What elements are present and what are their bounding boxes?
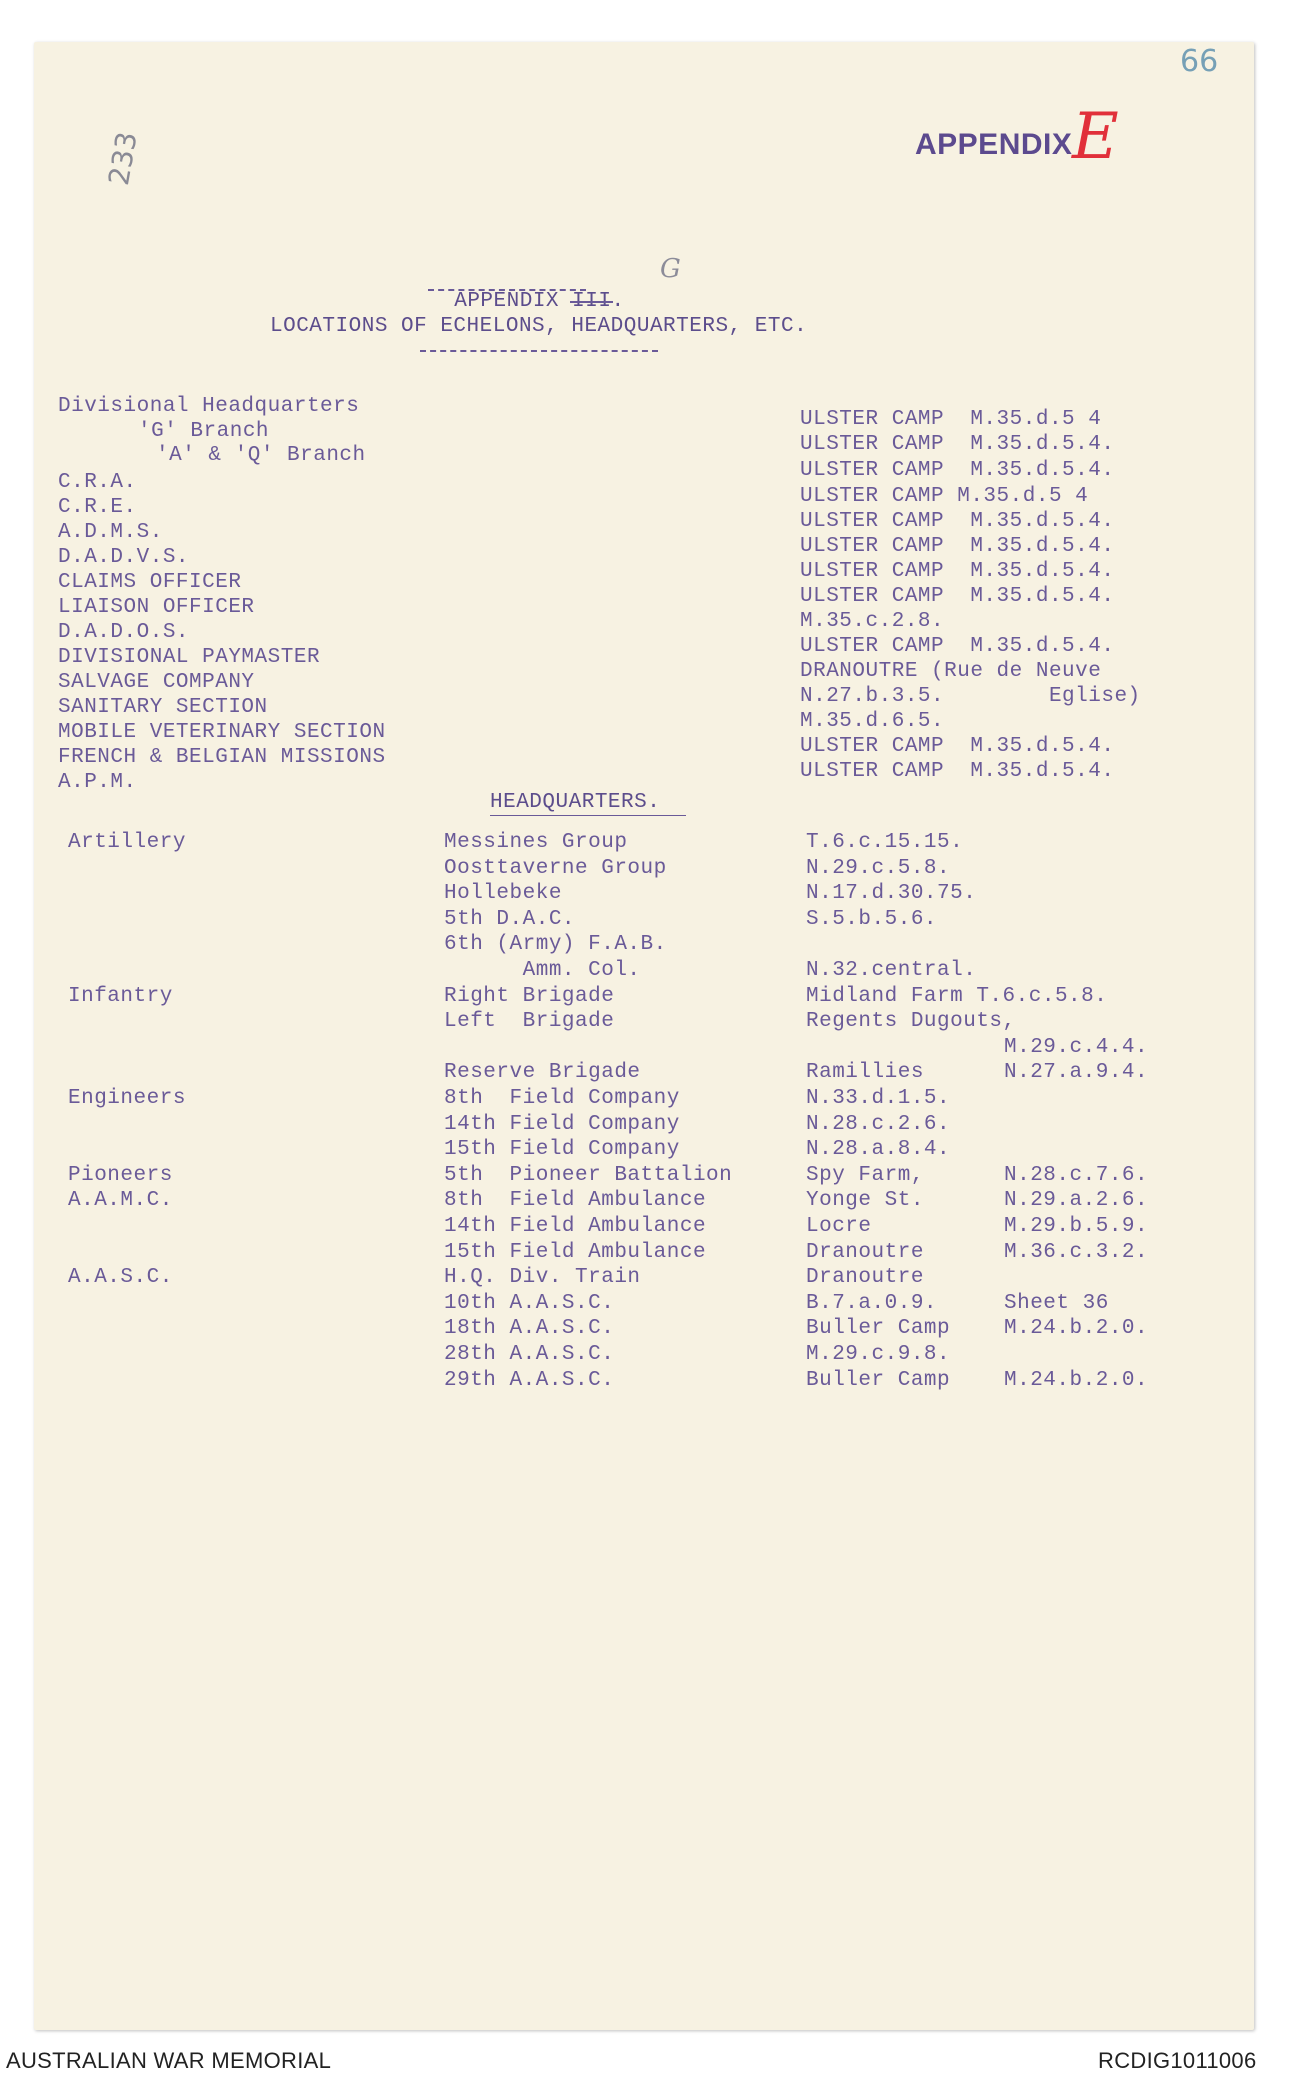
hq-row-arm: A.A.S.C. [68,1266,173,1289]
divisional-row-location: ULSTER CAMP M.35.d.5.4. [800,459,1115,482]
hq-row-arm: A.A.M.C. [68,1189,173,1212]
hq-row-location: Buller Camp [806,1369,951,1392]
divisional-row-label: SALVAGE COMPANY [58,671,255,694]
divisional-row-label: CLAIMS OFFICER [58,571,242,594]
hq-row-location: Midland Farm T.6.c.5.8. [806,985,1108,1008]
hq-row-unit: 18th A.A.S.C. [444,1317,615,1340]
pencil-folio-number: 233 [102,129,144,188]
hq-row-arm: Engineers [68,1087,186,1110]
appendix-heading-dot: . [611,290,625,313]
appendix-letter-handwritten: E [1072,100,1119,174]
hq-row-unit: Right Brigade [444,985,615,1008]
hq-row-location: N.33.d.1.5. [806,1087,951,1110]
hq-row-map-reference: N.27.a.9.4. [1004,1061,1149,1084]
hq-row-unit: Hollebeke [444,882,562,905]
hq-row-location: N.32.central. [806,959,977,982]
hq-row-location: N.28.a.8.4. [806,1138,951,1161]
appendix-heading-underline [428,289,586,291]
appendix-heading-pencil-letter: G [660,254,681,284]
hq-row-map-reference: M.24.b.2.0. [1004,1317,1149,1340]
divisional-row-location: ULSTER CAMP M.35.d.5.4. [800,585,1115,608]
hq-row-map-reference: M.24.b.2.0. [1004,1369,1149,1392]
footer-catalogue-id: RCDIG1011006 [1098,2048,1257,2073]
appendix-heading-label: APPENDIX [454,290,560,313]
hq-row-location: T.6.c.15.15. [806,831,964,854]
subtitle-rule [420,350,658,352]
stamped-folio-number: 66 [1180,44,1219,79]
divisional-row-label: A.P.M. [58,771,137,794]
footer-institution: AUSTRALIAN WAR MEMORIAL [6,2048,332,2073]
headquarters-heading-underline [490,815,686,816]
divisional-row-location: ULSTER CAMP M.35.d.5.4. [800,560,1115,583]
divisional-row-label: DIVISIONAL PAYMASTER [58,646,321,669]
divisional-row-label: D.A.D.V.S. [58,546,190,569]
hq-row-arm: Artillery [68,831,186,854]
hq-row-unit: Amm. Col. [444,959,641,982]
hq-row-location: Dranoutre [806,1241,924,1264]
divisional-row-label: A.D.M.S. [58,521,163,544]
hq-row-location: N.29.c.5.8. [806,857,951,880]
hq-row-unit: 8th Field Company [444,1087,680,1110]
hq-row-map-reference: N.29.a.2.6. [1004,1189,1149,1212]
hq-row-map-reference: M.36.c.3.2. [1004,1241,1149,1264]
hq-row-location: N.28.c.2.6. [806,1113,951,1136]
divisional-row-location: M.35.d.6.5. [800,710,945,733]
hq-row-location: S.5.b.5.6. [806,908,938,931]
hq-row-location: Yonge St. [806,1189,924,1212]
divisional-row-location: ULSTER CAMP M.35.d.5 4 [800,408,1102,431]
divisional-row-location: ULSTER CAMP M.35.d.5.4. [800,760,1115,783]
hq-row-map-reference: M.29.c.4.4. [1004,1036,1149,1059]
hq-row-unit: Left Brigade [444,1010,615,1033]
hq-row-unit: H.Q. Div. Train [444,1266,641,1289]
divisional-row-label: Divisional Headquarters [58,395,360,418]
hq-row-unit: 5th D.A.C. [444,908,576,931]
headquarters-heading: HEADQUARTERS. [490,791,661,814]
hq-row-location: N.17.d.30.75. [806,882,977,905]
hq-row-location: Locre [806,1215,872,1238]
hq-row-unit: 29th A.A.S.C. [444,1369,615,1392]
hq-row-location: M.29.c.9.8. [806,1343,951,1366]
divisional-row-location: ULSTER CAMP M.35.d.5.4. [800,535,1115,558]
hq-row-map-reference: N.28.c.7.6. [1004,1164,1149,1187]
divisional-row-label: D.A.D.O.S. [58,621,190,644]
hq-row-unit: 5th Pioneer Battalion [444,1164,733,1187]
hq-row-unit: 10th A.A.S.C. [444,1292,615,1315]
document-subtitle: LOCATIONS OF ECHELONS, HEADQUARTERS, ETC. [270,315,808,338]
hq-row-unit: 15th Field Company [444,1138,680,1161]
divisional-row-label: LIAISON OFFICER [58,596,255,619]
divisional-row-label: C.R.E. [58,496,137,519]
divisional-row-label: 'A' & 'Q' Branch [156,444,366,467]
hq-row-unit: Oosttaverne Group [444,857,667,880]
divisional-row-location: ULSTER CAMP M.35.d.5 4 [800,485,1089,508]
divisional-row-label: SANITARY SECTION [58,696,268,719]
hq-row-location: Regents Dugouts, [806,1010,1016,1033]
hq-row-unit: 14th Field Company [444,1113,680,1136]
appendix-heading-struck-numeral: III [572,290,612,313]
hq-row-location: Ramillies [806,1061,924,1084]
divisional-row-label: 'G' Branch [138,420,270,443]
appendix-stamp: APPENDIX [915,128,1073,161]
divisional-row-location: ULSTER CAMP M.35.d.5.4. [800,433,1115,456]
divisional-row-location: ULSTER CAMP M.35.d.5.4. [800,635,1115,658]
divisional-row-location: ULSTER CAMP M.35.d.5.4. [800,510,1115,533]
hq-row-unit: Reserve Brigade [444,1061,641,1084]
hq-row-location: Dranoutre [806,1266,924,1289]
hq-row-arm: Infantry [68,985,173,1008]
divisional-row-label: MOBILE VETERINARY SECTION [58,721,386,744]
hq-row-unit: 15th Field Ambulance [444,1241,707,1264]
divisional-row-label: C.R.A. [58,471,137,494]
divisional-row-location: N.27.b.3.5. Eglise) [800,685,1141,708]
divisional-row-label: FRENCH & BELGIAN MISSIONS [58,746,386,769]
hq-row-arm: Pioneers [68,1164,173,1187]
hq-row-location: Buller Camp [806,1317,951,1340]
hq-row-unit: 14th Field Ambulance [444,1215,707,1238]
hq-row-location: B.7.a.0.9. [806,1292,938,1315]
divisional-row-location: ULSTER CAMP M.35.d.5.4. [800,735,1115,758]
hq-row-unit: 6th (Army) F.A.B. [444,933,667,956]
hq-row-map-reference: Sheet 36 [1004,1292,1109,1315]
hq-row-location: Spy Farm, [806,1164,924,1187]
divisional-row-location: DRANOUTRE (Rue de Neuve [800,660,1102,683]
divisional-row-location: M.35.c.2.8. [800,610,945,633]
hq-row-unit: 28th A.A.S.C. [444,1343,615,1366]
hq-row-map-reference: M.29.b.5.9. [1004,1215,1149,1238]
hq-row-unit: 8th Field Ambulance [444,1189,707,1212]
hq-row-unit: Messines Group [444,831,628,854]
